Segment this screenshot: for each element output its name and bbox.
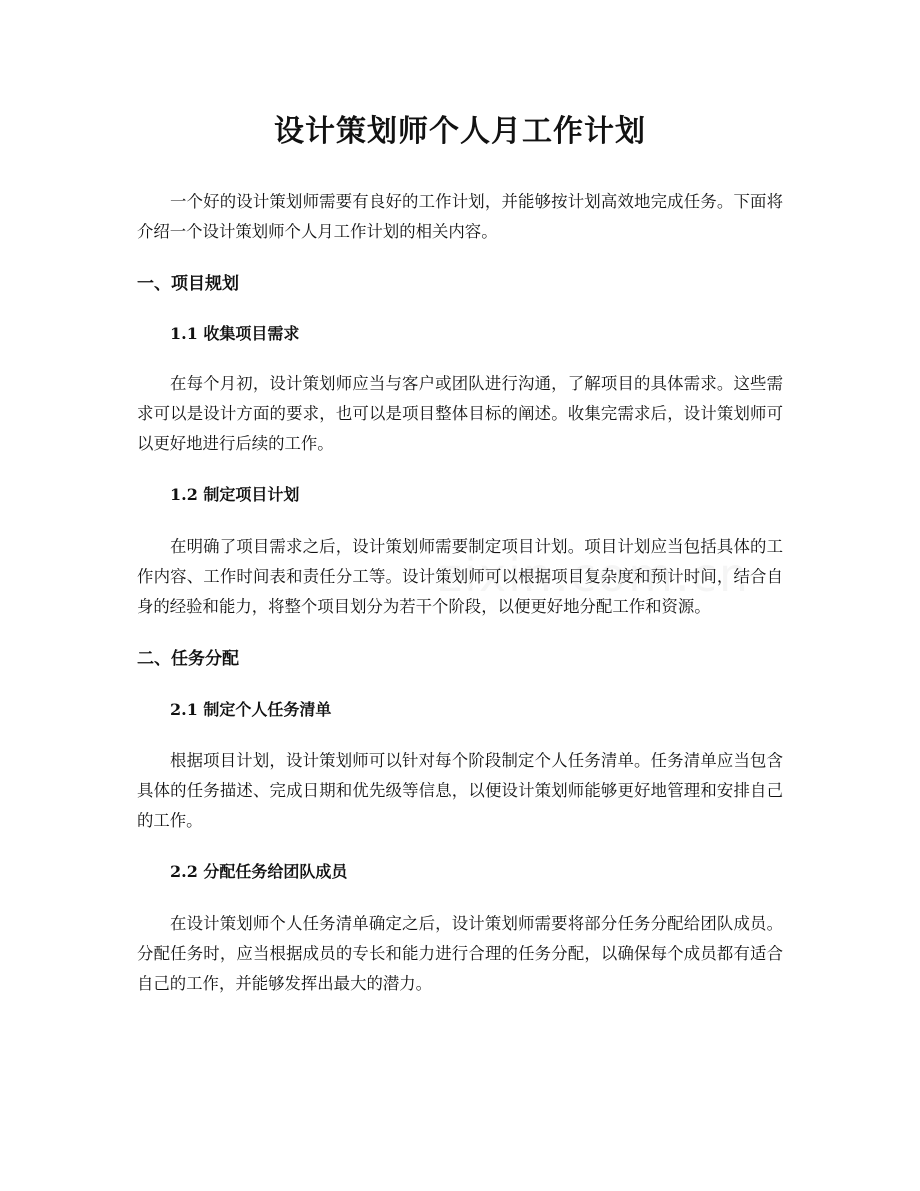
subsection-heading-collect-requirements: 1.1 收集项目需求 [170,324,300,343]
document-content [137,108,783,999]
subsection-heading-assign-team-tasks: 2.2 分配任务给团队成员 [170,862,348,881]
paragraph-collect-requirements: 在每个月初，设计策划师应当与客户或团队进行沟通，了解项目的具体需求。这些需求可以是设计方面的要求，也可以是项目整体目标的阐述。收集完需求后，设计策划师可以更好地进行后续的工作。 [137,374,783,453]
paragraph-personal-task-list: 根据项目计划，设计策划师可以针对每个阶段制定个人任务清单。任务清单应当包含具体的任务描述、完成日期和优先级等信息，以便设计策划师能够更好地管理和安排自己的工作。 [137,751,783,830]
section-heading-task-allocation: 二、任务分配 [137,649,239,669]
subsection-heading-personal-task-list: 2.1 制定个人任务清单 [170,700,332,719]
paragraph-assign-team-tasks: 在设计策划师个人任务清单确定之后，设计策划师需要将部分任务分配给团队成员。分配任务时，应当根据成员的专长和能力进行合理的任务分配，以确保每个成员都有适合自己的工作，并能够发挥出最大的潜力。 [137,914,783,993]
subsection-heading-make-project-plan: 1.2 制定项目计划 [170,485,300,504]
section-heading-project-planning: 一、项目规划 [137,274,239,294]
paragraph-make-project-plan: 在明确了项目需求之后，设计策划师需要制定项目计划。项目计划应当包括具体的工作内容、工作时间表和责任分工等。设计策划师可以根据项目复杂度和预计时间，结合自身的经验和能力，将整个项目划分为若干个阶段，以便更好地分配工作和资源。 [137,537,783,616]
intro-paragraph: 一个好的设计策划师需要有良好的工作计划，并能够按计划高效地完成任务。下面将介绍一个设计策划师个人月工作计划的相关内容。 [137,192,783,241]
document-title: 设计策划师个人月工作计划 [274,114,646,149]
